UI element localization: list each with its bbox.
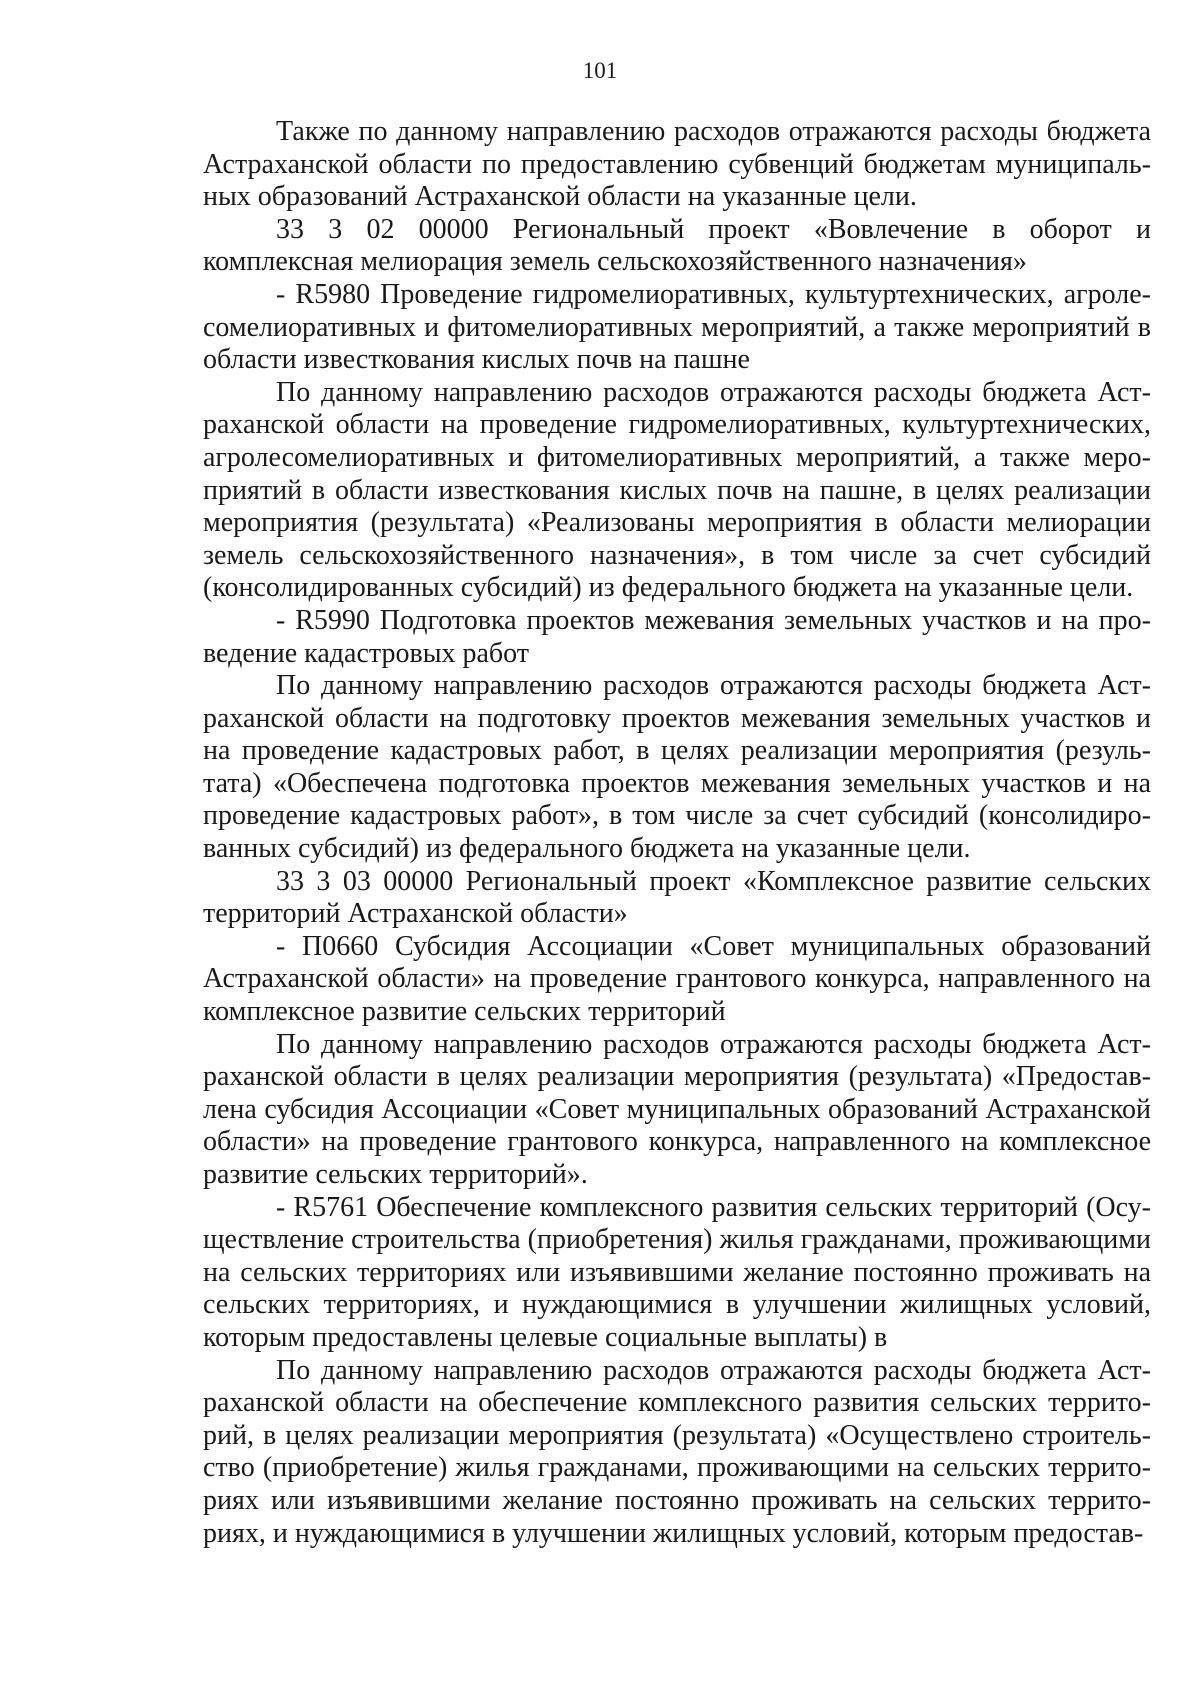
item-r5990: - R5990 Подготовка проектов межевания земельных участков и на проведение кадастровых работ — [203, 604, 1151, 669]
paragraph-r5980-description: По данному направлению расходов отражаются расходы бюджета Астраханской области на проведение гидромелиоративных, культуртехнических, агролесомелиоративных и фитомелиоративных мероприятий, а также мероприятий в области известкования кислых почв на пашне, в целях реализации мероприятия (результата) «Реализованы мероприятия в области мелиорации земель сельскохозяйственного назначения», в том числе за счет субсидий (консолидированных субсидий) из федерального бюджета на указанные цели. — [203, 376, 1151, 604]
page-number: 101 — [582, 58, 618, 83]
item-r5980: - R5980 Проведение гидромелиоративных, культуртехнических, агролесомелиоративных и фитомелиоративных мероприятий, а также мероприятий в области известкования кислых почв на пашне — [203, 278, 1151, 376]
item-p0660: - П0660 Субсидия Ассоциации «Совет муниципальных образований Астраханской области» на проведение грантового конкурса, направленного на комплексное развитие сельских территорий — [203, 930, 1151, 1028]
heading-project-rural-development: 33 3 03 00000 Региональный проект «Комплексное развитие сельских территорий Астраханской области» — [203, 865, 1151, 930]
item-r5761: - R5761 Обеспечение комплексного развития сельских территорий (Осуществление строительства (приобретения) жилья гражданами, проживающими на сельских территориях или изъявившими желание постоянно проживать на сельских территориях, и нуждающимися в улучшении жилищных условий, которым предоставлены целевые социальные выплаты) в — [203, 1191, 1151, 1353]
heading-project-land-melioration: 33 3 02 00000 Региональный проект «Вовлечение в оборот и комплексная мелиорация земель сельскохозяйственного назначения» — [203, 213, 1151, 278]
paragraph-r5990-description: По данному направлению расходов отражаются расходы бюджета Астраханской области на подготовку проектов межевания земельных участков и на проведение кадастровых работ, в целях реализации мероприятия (результата) «Обеспечена подготовка проектов межевания земельных участков и на проведение кадастровых работ», в том числе за счет субсидий (консолидированных субсидий) из федерального бюджета на указанные цели. — [203, 670, 1151, 865]
body-text — [203, 116, 1151, 1550]
paragraph-subventions: Также по данному направлению расходов отражаются расходы бюджета Астраханской области по предоставлению субвенций бюджетам муниципальных образований Астраханской области на указанные цели. — [203, 116, 1151, 213]
paragraph-p0660-description: По данному направлению расходов отражаются расходы бюджета Астраханской области в целях реализации мероприятия (результата) «Предоставлена субсидия Ассоциации «Совет муниципальных образований Астраханской области» на проведение грантового конкурса, направленного на комплексное развитие сельских территорий». — [203, 1028, 1151, 1190]
paragraph-r5761-description: По данному направлению расходов отражаются расходы бюджета Астраханской области на обеспечение комплексного развития сельских территорий, в целях реализации мероприятия (результата) «Осуществлено строительство (приобретение) жилья гражданами, проживающими на сельских территориях или изъявившими желание постоянно проживать на сельских территориях, и нуждающимися в улучшении жилищных условий, которым предостав- — [203, 1354, 1151, 1549]
